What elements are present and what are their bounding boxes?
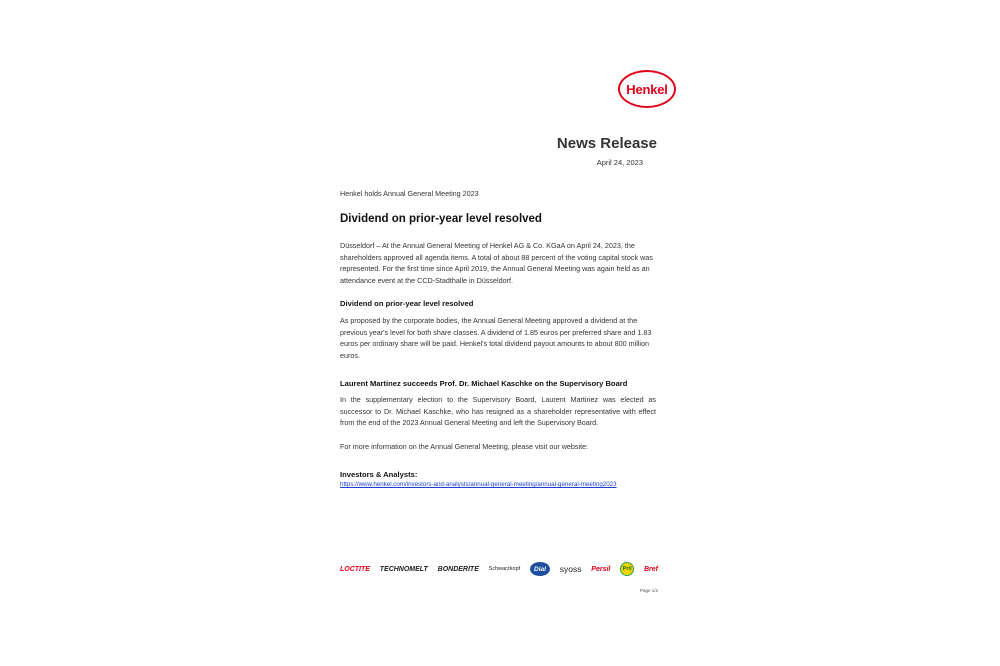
intro-paragraph: Düsseldorf – At the Annual General Meeting of Henkel AG & Co. KGaA on April 24, 2023, the shareholders approved all agenda items. A total of about 88 percent of the voting capital stock was represented. For the first time since April 2019, the Annual General Meeting was again held as an attendance event at the CCD-Stadthalle in Düsseldorf. xyxy=(340,241,653,285)
brand-schwarzkopf: Schwarzkopf xyxy=(488,566,521,572)
news-release-page xyxy=(300,40,700,630)
henkel-logo xyxy=(618,70,676,108)
henkel-logo-text: Henkel xyxy=(626,81,668,97)
headline: Dividend on prior-year level resolved xyxy=(340,213,542,225)
brand-dial-text: Dial xyxy=(534,565,546,573)
brand-technomelt: TECHNOMELT xyxy=(379,565,428,573)
supertitle: Henkel holds Annual General Meeting 2023 xyxy=(340,189,479,198)
release-date: April 24, 2023 xyxy=(596,158,643,167)
investors-link[interactable]: https://www.henkel.com/investors-and-analysts/annual-general-meeting/annual-general-meeting2023 xyxy=(340,481,617,488)
board-paragraph: In the supplementary election to the Supervisory Board, Laurent Martinez was elected as successor to Dr. Michael Kaschke, who has resigned as a shareholder representative with effect from the end of the 2023 Annual General Meeting and left the Supervisory Board. xyxy=(340,395,656,427)
news-release-title: News Release xyxy=(556,135,657,152)
more-info-paragraph: For more information on the Annual General Meeting, please visit our website: xyxy=(340,442,589,451)
dividend-paragraph: As proposed by the corporate bodies, the Annual General Meeting approved a dividend at the previous year's level for both share classes. A dividend of 1.85 euros per preferred share and 1.83 euros per ordinary share will be paid. Henkel's total dividend payout amounts to about 800 million euros. xyxy=(340,316,652,360)
brand-pril-text: Pril xyxy=(622,566,632,572)
dividend-heading: Dividend on prior-year level resolved xyxy=(340,299,474,308)
board-heading: Laurent Martinez succeeds Prof. Dr. Michael Kaschke on the Supervisory Board xyxy=(340,379,628,388)
brand-persil: Persil xyxy=(591,565,611,573)
brand-logo-row xyxy=(340,562,658,576)
page-number: Page 1/2 xyxy=(639,588,658,593)
brand-dial xyxy=(530,562,550,576)
brand-bonderite: BONDERITE xyxy=(437,565,479,573)
investors-heading: Investors & Analysts: xyxy=(340,470,418,479)
brand-loctite: LOCTITE xyxy=(340,565,370,573)
brand-pril xyxy=(620,562,634,576)
brand-bref: Bref xyxy=(643,565,658,573)
brand-syoss: syoss xyxy=(559,564,582,574)
